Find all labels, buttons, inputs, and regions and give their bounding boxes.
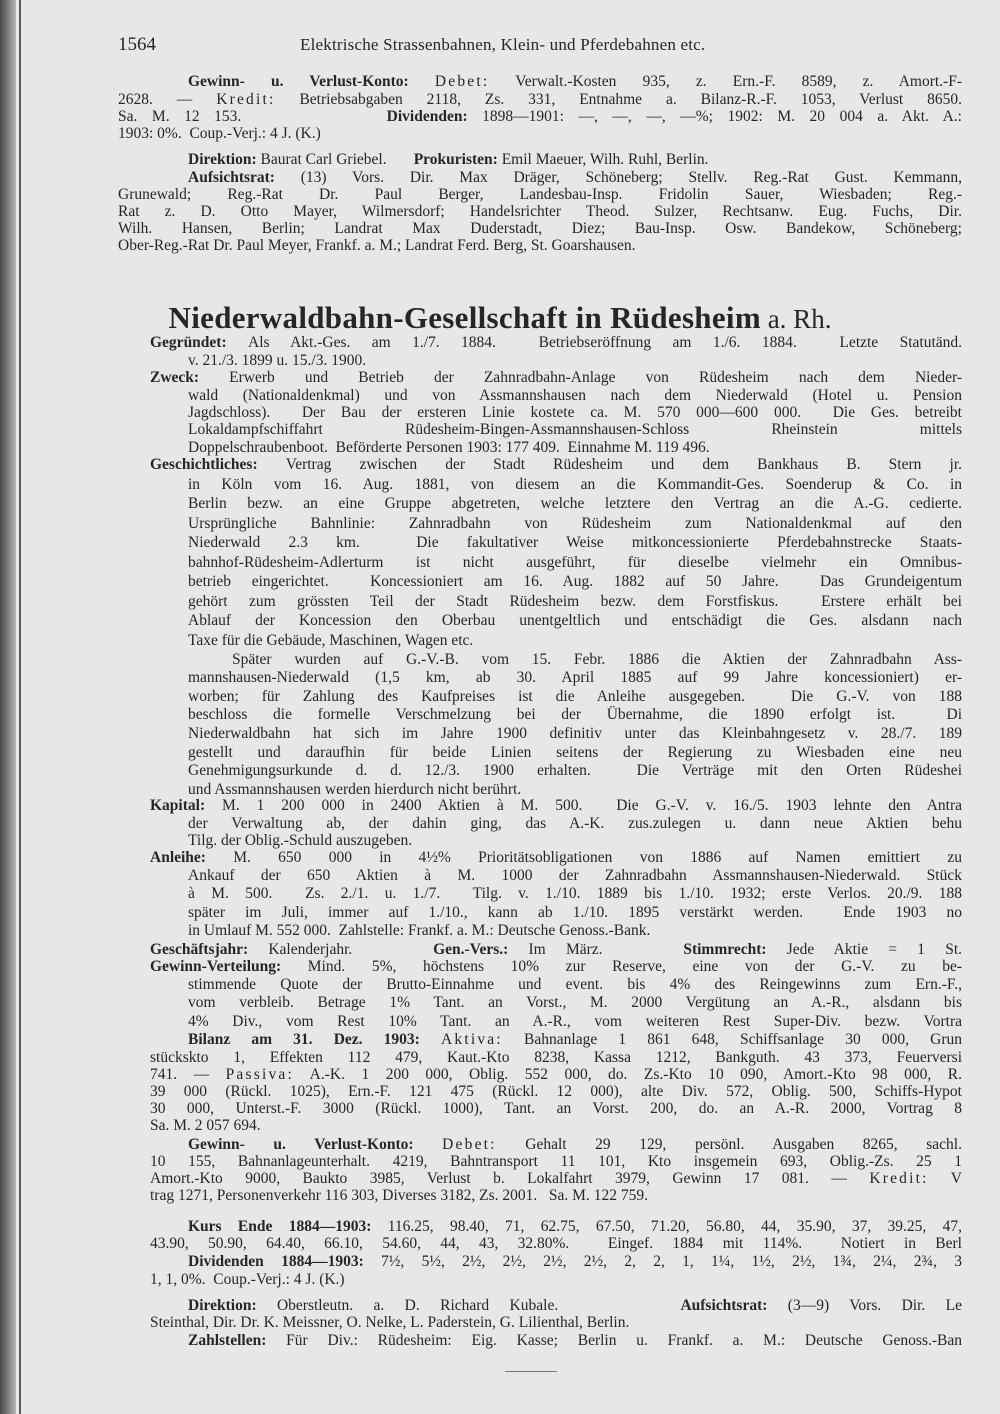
page-number: 1564: [118, 34, 156, 55]
field-label: Gewinn-Verteilung:: [150, 957, 308, 975]
text-line: [188, 352, 962, 370]
text-run: à M. 500. Zs. 2./1. u. 1./7. Tilg. v. 1./10. 1889 bis 1./10. 1932; erste Verlos. 20./9. 188: [188, 885, 962, 903]
text-run: vom verbleib. Betrage 1% Tant. an Vorst., M. 2000 Vergütung an A.-R., alsdann bis: [188, 994, 962, 1012]
running-title: Elektrische Strassenbahnen, Klein- und Pferdebahnen etc.: [300, 35, 706, 54]
text-line: [188, 1031, 962, 1048]
text-line: [150, 1049, 962, 1066]
field-label: Geschäftsjahr:: [150, 941, 269, 958]
text-line: [188, 725, 962, 744]
text-run: Betriebsabgaben 2118, Zs. 331, Entnahme a. Bilanz-R.-F. 1053, Verlust 8650.: [275, 90, 962, 108]
text-line: [150, 1271, 962, 1289]
text-run: Berlin bezw. an eine Gruppe abgetreten, welche letztere den Vertrag an die A.-G. cedierte.: [188, 495, 962, 513]
text-line: [188, 421, 962, 438]
text-line: [150, 1083, 962, 1100]
text-line: [150, 941, 962, 959]
text-line: [188, 1218, 962, 1235]
text-line: [188, 744, 962, 763]
text-line: [118, 203, 962, 220]
text-line: [188, 815, 962, 833]
text-run: Sa. M. 12 153.: [118, 107, 387, 125]
text-line: [188, 631, 962, 651]
text-line: [188, 494, 962, 514]
text-line: [188, 1013, 962, 1031]
text-run: 39 000 (Rückl. 1025), Ern.-F. 121 475 (Rückl. 12 000), alte Div. 572, Oblig. 500, Schiffs-Hypot: [150, 1082, 962, 1100]
text-line: [188, 994, 962, 1012]
text-line: [188, 404, 962, 421]
text-run: 43.90, 50.90, 64.40, 66.10, 54.60, 44, 43, 32.80%. Eingef. 1884 mit 114%. Notiert in Berl: [150, 1234, 962, 1252]
text-run: Lokaldampfschiffahrt Rüdesheim-Bingen-Assmannshausen-Schloss Rheinstein mittels: [188, 421, 962, 439]
text-run: Ablauf der Koncession den Oberbau unentgeltlich und entschädigt die Ges. alsdann nach: [188, 612, 962, 630]
scan-page-edge: [0, 0, 16, 1414]
text-line: [188, 867, 962, 885]
text-run: (3—9) Vors. Dir. Le: [787, 1296, 962, 1314]
text-run: Jede Aktie = 1 St.: [786, 941, 962, 958]
text-line: [150, 1235, 962, 1252]
text-run: 2628. —: [118, 90, 217, 108]
section-end-rule: [505, 1371, 557, 1372]
spaced-heading: Kredit:: [869, 1169, 929, 1187]
text-run: gestellt und daraufhin für beide Linien seitens der Regierung zu Wiesbaden eine neu: [188, 743, 962, 761]
text-line: [188, 1297, 962, 1314]
spaced-heading: Aktiva:: [441, 1031, 503, 1049]
text-run: Sa. M. 2 057 694.: [150, 1117, 261, 1135]
page-header: [118, 34, 960, 56]
text-run: 1903: 0%. Coup.-Verj.: 4 J. (K.): [118, 125, 321, 143]
text-line: [118, 108, 962, 125]
text-line: [188, 1253, 962, 1271]
text-line: [188, 514, 962, 534]
text-line: [188, 611, 962, 631]
text-run: Ankauf der 650 Aktien à M. 1000 der Zahnradbahn Assmannshausen-Niederwald. Stück: [188, 867, 962, 885]
text-run: Vertrag zwischen der Stadt Rüdesheim und dem Bankhaus B. Stern jr.: [285, 456, 962, 474]
text-line: [188, 439, 962, 456]
text-line: [150, 455, 962, 475]
text-run: Tilg. der Oblig.-Schuld auszugeben.: [188, 832, 413, 850]
text-run: Rat z. D. Otto Mayer, Wilmersdorf; Handelsrichter Theod. Sulzer, Rechtsanw. Eug. Fuchs, Dir.: [118, 202, 962, 220]
field-label: Dividenden:: [386, 107, 483, 125]
text-run: Im März.: [528, 941, 684, 958]
text-run: und Assmannshausen werden hierdurch nicht berührt.: [188, 780, 522, 798]
field-label: Aufsichtsrat:: [188, 168, 301, 186]
text-run: wald (Nationaldenkmal) und von Assmannshausen nach dem Niederwald (Hotel u. Pension: [188, 386, 962, 404]
text-run: A.-K. 1 200 000, Oblig. 552 000, do. Zs.-Kto 10 090, Amort.-Kto 98 000, R.: [294, 1065, 962, 1083]
text-line: [188, 922, 962, 940]
text-run: Niederwald 2.3 km. Die fakultativer Weise mitkoncessionierte Pferdebahnstrecke Staats-: [188, 534, 962, 552]
text-line: [150, 334, 962, 352]
text-line: [118, 220, 962, 237]
field-label: Bilanz am 31. Dez. 1903:: [188, 1031, 441, 1049]
company-title-suffix: a. Rh.: [760, 304, 832, 334]
text-run: stückskto 1, Effekten 112 479, Kaut.-Kto 8238, Kassa 1212, Bankguth. 43 373, Feuerversi: [150, 1048, 962, 1066]
text-run: beschloss die formelle Verschmelzung bei der Übernahme, die 1890 erfolgt ist. Di: [188, 706, 962, 724]
text-run: 1898—1901: —, —, —, —%; 1902: M. 20 004 a. Akt. A.:: [482, 107, 962, 125]
field-label: Dividenden 1884—1903:: [188, 1253, 382, 1270]
text-run: 4% Div., vom Rest 10% Tant. an A.-R., vom weiteren Rest Super-Div. bezw. Vortra: [188, 1012, 962, 1030]
text-run: Jagdschloss). Der Bau der ersteren Linie kostete ca. M. 570 000—600 000. Die Ges. betreibt: [188, 404, 962, 422]
text-run: Grunewald; Reg.-Rat Dr. Paul Berger, Landesbau-Insp. Fridolin Sauer, Wiesbaden; Reg.-: [118, 185, 962, 203]
field-label: Direktion:: [188, 1296, 277, 1314]
text-run: Gehalt 29 129, persönl. Ausgaben 8265, sachl.: [496, 1135, 962, 1153]
text-run: später im Juli, immer auf 1./10., kann ab 1./10. 1895 verstärkt werden. Ende 1903 no: [188, 903, 962, 921]
text-run: worben; für Zahlung des Kaufpreises ist die Anleihe ausgegeben. Die G.-V. von 188: [188, 687, 962, 705]
text-run: Baurat Carl Griebel.: [260, 151, 414, 169]
text-run: der Verwaltung ab, der dahin ging, das A.-K. zus.zulegen u. dann neue Aktien behu: [188, 814, 962, 832]
text-run: Niederwaldbahn hat sich im Jahre 1900 definitiv unter das Kleinbahngesetz v. 28./7. 189: [188, 725, 962, 743]
text-line: [188, 885, 962, 903]
text-line: [188, 762, 962, 781]
text-line: [118, 91, 962, 108]
text-line: [188, 475, 962, 495]
text-run: stimmende Quote der Brutto-Einnahme und event. bis 4% des Reingewinns zum Ern.-F.,: [188, 976, 962, 994]
text-run: Erwerb und Betrieb der Zahnradbahn-Anlage von Rüdesheim nach dem Nieder-: [229, 369, 962, 387]
spaced-heading: Debet:: [434, 73, 490, 91]
text-run: Später wurden auf G.-V.-B. vom 15. Febr. 1886 die Aktien der Zahnradbahn Ass-: [232, 650, 962, 668]
text-line: [188, 572, 962, 592]
text-run: 30 000, Unterst.-F. 3000 (Rückl. 1000), Tant. an Vorst. 200, do. an A.-R. 2000, Vortrag 8: [150, 1100, 962, 1118]
text-line: [118, 125, 962, 142]
text-line: [188, 669, 962, 688]
text-line: [188, 151, 962, 168]
spaced-heading: Debet:: [442, 1135, 497, 1153]
text-line: [188, 1332, 962, 1349]
text-line: [150, 849, 962, 867]
text-run: Verwalt.-Kosten 935, z. Ern.-F. 8589, z. Amort.-F-: [489, 73, 962, 91]
text-line: [118, 237, 962, 254]
field-label: Zweck:: [150, 369, 230, 387]
company-title-main: Niederwaldbahn-Gesellschaft in Rüdesheim: [168, 300, 761, 335]
text-run: Bahnanlage 1 861 648, Schiffsanlage 30 000, Grun: [502, 1031, 962, 1049]
text-line: [150, 1170, 962, 1187]
company-title: [0, 300, 1000, 336]
text-line: [150, 1100, 962, 1117]
text-line: [188, 976, 962, 994]
text-run: 741. —: [150, 1065, 226, 1083]
text-line: [150, 1117, 962, 1134]
text-run: in Umlauf M. 552 000. Zahlstelle: Frankf. a. M.: Deutsche Genoss.-Bank.: [188, 921, 651, 939]
field-label: Kapital:: [150, 797, 223, 815]
text-run: Ober-Reg.-Rat Dr. Paul Meyer, Frankf. a. M.; Landrat Ferd. Berg, St. Goarshausen.: [118, 237, 636, 255]
binding-line: [19, 0, 21, 1414]
text-run: gehört zum grössten Teil der Stadt Rüdesheim bezw. dem Forstfiskus. Erstere erhält bei: [188, 592, 962, 610]
field-label: Kurs Ende 1884—1903:: [188, 1217, 388, 1235]
text-run: betrieb eingerichtet. Koncessioniert am 16. Aug. 1882 auf 50 Jahre. Das Grundeigentum: [188, 573, 962, 591]
field-label: Prokuristen:: [413, 151, 502, 169]
text-run: in Köln vom 16. Aug. 1881, von diesem an die Kommandit-Ges. Soenderup & Co. in: [188, 475, 962, 493]
spaced-heading: Passiva:: [225, 1065, 295, 1083]
text-run: Emil Maeuer, Wilh. Ruhl, Berlin.: [501, 151, 709, 169]
field-label: Gewinn- u. Verlust-Konto:: [188, 73, 435, 91]
text-run: 10 155, Bahnanlageunterhalt. 4219, Bahntransport 11 101, Kto insgemein 693, Oblig.-Zs. 25 1: [150, 1152, 962, 1170]
text-run: M. 1 200 000 in 2400 Aktien à M. 500. Die G.-V. v. 16./5. 1903 lehnte den Antra: [222, 797, 962, 815]
field-label: Stimmrecht:: [683, 941, 787, 958]
text-line: [150, 1153, 962, 1170]
spaced-heading: Kredit:: [216, 90, 276, 108]
text-line: [188, 706, 962, 725]
field-label: Gewinn- u. Verlust-Konto:: [188, 1135, 443, 1153]
text-line: [188, 387, 962, 404]
text-run: Steinthal, Dir. Dr. K. Meissner, O. Nelke, L. Paderstein, G. Lilienthal, Berlin.: [150, 1313, 630, 1331]
text-line: [188, 592, 962, 612]
text-line: [150, 797, 962, 815]
field-label: Direktion:: [188, 151, 261, 169]
text-line: [188, 553, 962, 573]
text-line: [188, 904, 962, 922]
text-run: bahnhof-Rüdesheim-Adlerturm ist nicht ausgeführt, für dieselbe vielmehr ein Omnibus-: [188, 553, 962, 571]
text-run: M. 650 000 in 4½% Prioritätsobligationen von 1886 auf Namen emittiert zu: [233, 848, 962, 866]
text-run: V: [928, 1169, 962, 1187]
text-run: mannshausen-Niederwald (1,5 km, ab 30. April 1885 auf 99 Jahre koncessioniert) er-: [188, 669, 962, 687]
text-run: 116.25, 98.40, 71, 62.75, 67.50, 71.20, 56.80, 44, 35.90, 37, 39.25, 47,: [387, 1217, 962, 1235]
text-run: Mind. 5%, höchstens 10% zur Reserve, eine von der G.-V. zu be-: [307, 957, 962, 975]
text-run: (13) Vors. Dir. Max Dräger, Schöneberg; Stellv. Reg.-Rat Gust. Kemmann,: [300, 168, 962, 186]
text-run: Als Akt.-Ges. am 1./7. 1884. Betriebseröffnung am 1./6. 1884. Letzte Statutänd.: [248, 334, 962, 352]
text-run: Genehmigungsurkunde d. d. 12./3. 1900 erhalten. Die Verträge mit den Orten Rüdeshei: [188, 762, 962, 780]
text-run: trag 1271, Personenverkehr 116 303, Diverses 3182, Zs. 2001. Sa. M. 122 759.: [150, 1186, 648, 1204]
text-line: [188, 1136, 962, 1153]
text-line: [118, 186, 962, 203]
text-run: Wilh. Hansen, Berlin; Landrat Max Duderstadt, Diez; Bau-Insp. Osw. Bandekow, Schöneberg;: [118, 220, 962, 238]
text-line: [188, 533, 962, 553]
text-run: 7½, 5½, 2½, 2½, 2½, 2½, 2, 2, 1, 1¼, 1½, 2½, 1¾, 2¼, 2¾, 3: [381, 1253, 962, 1270]
field-label: Gegründet:: [150, 334, 249, 352]
text-line: [188, 73, 962, 90]
text-run: Für Div.: Rüdesheim: Eig. Kasse; Berlin u. Frankf. a. M.: Deutsche Genoss.-Ban: [286, 1331, 962, 1349]
text-line: [150, 369, 962, 386]
text-run: Amort.-Kto 9000, Baukto 3985, Verlust b. Lokalfahrt 3979, Gewinn 17 081. —: [150, 1169, 870, 1187]
text-line: [150, 1314, 962, 1331]
text-line: [150, 958, 962, 976]
text-run: Doppelschraubenboot. Beförderte Personen 1903: 177 409. Einnahme M. 119 496.: [188, 438, 710, 456]
field-label: Zahlstellen:: [188, 1331, 287, 1349]
text-line: [188, 688, 962, 707]
text-run: Ursprüngliche Bahnlinie: Zahnradbahn von Rüdesheim zum Nationaldenkmal auf den: [188, 514, 962, 532]
field-label: Aufsichtsrat:: [680, 1296, 788, 1314]
text-run: Oberstleutn. a. D. Richard Kubale.: [276, 1296, 681, 1314]
text-line: [150, 1187, 962, 1204]
text-run: Kalenderjahr.: [268, 941, 434, 958]
text-run: Taxe für die Gebäude, Maschinen, Wagen etc.: [188, 631, 474, 649]
text-run: 1, 1, 0%. Coup.-Verj.: 4 J. (K.): [150, 1271, 345, 1288]
text-line: [232, 651, 962, 670]
text-run: v. 21./3. 1899 u. 15./3. 1900.: [188, 351, 367, 369]
text-line: [188, 169, 962, 186]
field-label: Gen.-Vers.:: [433, 941, 529, 958]
field-label: Geschichtliches:: [150, 456, 286, 474]
text-line: [188, 832, 962, 850]
field-label: Anleihe:: [150, 848, 234, 866]
text-line: [150, 1066, 962, 1083]
